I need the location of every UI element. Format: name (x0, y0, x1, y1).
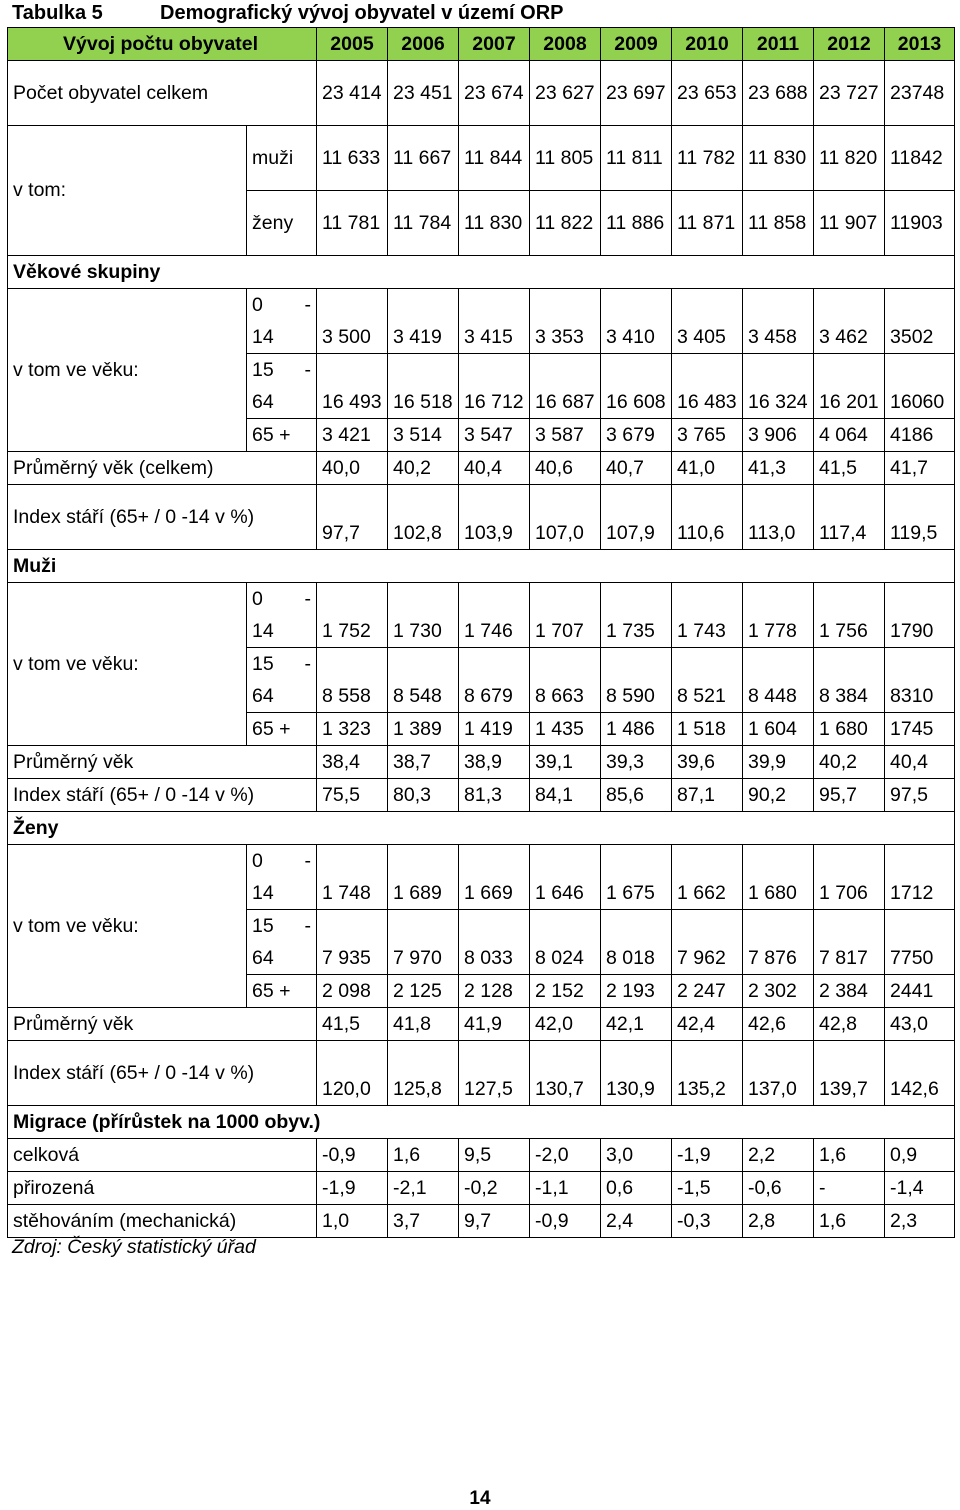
age-cell: 65 + (247, 975, 317, 1008)
value-cell: 8310 (885, 648, 955, 713)
value-cell: 127,5 (459, 1041, 530, 1106)
value-cell: 87,1 (672, 779, 743, 812)
year-header: 2007 (459, 28, 530, 61)
value-cell: 3 410 (601, 289, 672, 354)
source-note: Zdroj: Český statistický úřad (12, 1236, 256, 1258)
value-cell: 11 667 (388, 126, 459, 191)
value-cell: 1 752 (317, 583, 388, 648)
age-to: 14 (252, 620, 274, 642)
age-cell (247, 910, 317, 975)
value-cell: 125,8 (388, 1041, 459, 1106)
row-label: Index stáří (65+ / 0 -14 v %) (8, 779, 317, 812)
value-cell: 1 604 (743, 713, 814, 746)
age-from: 15 (252, 653, 274, 675)
value-cell: 97,7 (317, 485, 388, 550)
year-header: 2005 (317, 28, 388, 61)
value-cell: 23 414 (317, 61, 388, 126)
value-cell: 11 811 (601, 126, 672, 191)
age-dash: - (304, 915, 311, 937)
value-cell: -1,5 (672, 1172, 743, 1205)
value-cell: 16 483 (672, 354, 743, 419)
table-row (8, 1041, 955, 1106)
section-heading: Věkové skupiny (8, 256, 955, 289)
age-to: 14 (252, 326, 274, 348)
value-cell: 8 018 (601, 910, 672, 975)
value-cell: 16 608 (601, 354, 672, 419)
year-header: 2008 (530, 28, 601, 61)
value-cell: 2,3 (885, 1205, 955, 1238)
value-cell: 3 405 (672, 289, 743, 354)
value-cell: 3 419 (388, 289, 459, 354)
value-cell: -2,0 (530, 1139, 601, 1172)
value-cell: 41,5 (317, 1008, 388, 1041)
table-row (8, 746, 955, 779)
age-dash: - (304, 359, 311, 381)
value-cell: 142,6 (885, 1041, 955, 1106)
value-cell: 1 680 (743, 845, 814, 910)
value-cell: 1 675 (601, 845, 672, 910)
value-cell: 16 687 (530, 354, 601, 419)
value-cell: 40,4 (459, 452, 530, 485)
value-cell: 113,0 (743, 485, 814, 550)
value-cell: 8 384 (814, 648, 885, 713)
value-cell: 1 419 (459, 713, 530, 746)
value-cell: 1 689 (388, 845, 459, 910)
value-cell: 3 500 (317, 289, 388, 354)
value-cell: 39,9 (743, 746, 814, 779)
age-cell: 65 + (247, 713, 317, 746)
value-cell: 23 451 (388, 61, 459, 126)
demography-table (7, 27, 955, 1238)
value-cell: 84,1 (530, 779, 601, 812)
value-cell: 7750 (885, 910, 955, 975)
value-cell: 40,2 (388, 452, 459, 485)
value-cell: 1 706 (814, 845, 885, 910)
value-cell: 40,6 (530, 452, 601, 485)
year-header: 2009 (601, 28, 672, 61)
value-cell: 75,5 (317, 779, 388, 812)
value-cell: 11 784 (388, 191, 459, 256)
value-cell: 1 435 (530, 713, 601, 746)
value-cell: 16 518 (388, 354, 459, 419)
value-cell: 16 201 (814, 354, 885, 419)
row-label: přirozená (8, 1172, 317, 1205)
value-cell: 38,7 (388, 746, 459, 779)
value-cell: 11 830 (743, 126, 814, 191)
age-cell (247, 354, 317, 419)
value-cell: 110,6 (672, 485, 743, 550)
table-row (8, 1172, 955, 1205)
value-cell: 0,6 (601, 1172, 672, 1205)
row-label: stěhováním (mechanická) (8, 1205, 317, 1238)
age-dash: - (304, 653, 311, 675)
value-cell: 2 152 (530, 975, 601, 1008)
value-cell: 23 674 (459, 61, 530, 126)
value-cell: 3 458 (743, 289, 814, 354)
value-cell: 102,8 (388, 485, 459, 550)
value-cell: 1 756 (814, 583, 885, 648)
value-cell: 8 024 (530, 910, 601, 975)
value-cell: 8 558 (317, 648, 388, 713)
age-cell (247, 583, 317, 648)
value-cell: 2 125 (388, 975, 459, 1008)
value-cell: 38,4 (317, 746, 388, 779)
value-cell: 80,3 (388, 779, 459, 812)
value-cell: 7 876 (743, 910, 814, 975)
value-cell: 130,7 (530, 1041, 601, 1106)
value-cell: 16060 (885, 354, 955, 419)
value-cell: 107,0 (530, 485, 601, 550)
sub-label: v tom ve věku: (8, 583, 247, 746)
value-cell: 3 462 (814, 289, 885, 354)
header-row (8, 28, 955, 61)
year-header: 2006 (388, 28, 459, 61)
value-cell: 7 817 (814, 910, 885, 975)
value-cell: 1 707 (530, 583, 601, 648)
value-cell: -1,1 (530, 1172, 601, 1205)
value-cell: 0,9 (885, 1139, 955, 1172)
value-cell: 2 384 (814, 975, 885, 1008)
value-cell: 9,5 (459, 1139, 530, 1172)
value-cell: 11 820 (814, 126, 885, 191)
value-cell: 41,5 (814, 452, 885, 485)
value-cell: 2,2 (743, 1139, 814, 1172)
value-cell: -1,9 (317, 1172, 388, 1205)
sub-label: v tom ve věku: (8, 845, 247, 1008)
section-row (8, 1106, 955, 1139)
value-cell: 119,5 (885, 485, 955, 550)
value-cell: 3 765 (672, 419, 743, 452)
value-cell: 11842 (885, 126, 955, 191)
value-cell: 3 679 (601, 419, 672, 452)
value-cell: 8 548 (388, 648, 459, 713)
value-cell: 139,7 (814, 1041, 885, 1106)
value-cell: 3,7 (388, 1205, 459, 1238)
table-body (8, 28, 955, 1238)
value-cell: 3 906 (743, 419, 814, 452)
value-cell: 41,0 (672, 452, 743, 485)
table-row (8, 126, 955, 191)
value-cell: 103,9 (459, 485, 530, 550)
value-cell: 85,6 (601, 779, 672, 812)
value-cell: 16 493 (317, 354, 388, 419)
section-row (8, 256, 955, 289)
value-cell: -0,9 (317, 1139, 388, 1172)
value-cell: 1,0 (317, 1205, 388, 1238)
row-label: Index stáří (65+ / 0 -14 v %) (8, 1041, 317, 1106)
value-cell: 2 128 (459, 975, 530, 1008)
value-cell: 3 514 (388, 419, 459, 452)
age-cell: 65 + (247, 419, 317, 452)
section-row (8, 812, 955, 845)
age-from: 15 (252, 915, 274, 937)
table-row (8, 452, 955, 485)
value-cell: 1 743 (672, 583, 743, 648)
value-cell: 2 302 (743, 975, 814, 1008)
value-cell: 40,0 (317, 452, 388, 485)
page-number: 14 (469, 1488, 491, 1509)
value-cell: -0,2 (459, 1172, 530, 1205)
value-cell: 1 778 (743, 583, 814, 648)
row-label: Index stáří (65+ / 0 -14 v %) (8, 485, 317, 550)
value-cell: 4186 (885, 419, 955, 452)
value-cell: 11 782 (672, 126, 743, 191)
table-row (8, 1008, 955, 1041)
section-heading: Ženy (8, 812, 955, 845)
value-cell: 11 871 (672, 191, 743, 256)
row-label: Průměrný věk (8, 1008, 317, 1041)
table-row (8, 289, 955, 354)
value-cell: 8 448 (743, 648, 814, 713)
table-row (8, 583, 955, 648)
value-cell: -1,4 (885, 1172, 955, 1205)
sub-label: muži (247, 126, 317, 191)
value-cell: 41,8 (388, 1008, 459, 1041)
value-cell: 43,0 (885, 1008, 955, 1041)
year-header: 2012 (814, 28, 885, 61)
value-cell: 1 735 (601, 583, 672, 648)
value-cell: 40,7 (601, 452, 672, 485)
value-cell: 95,7 (814, 779, 885, 812)
year-header: 2011 (743, 28, 814, 61)
age-cell (247, 648, 317, 713)
value-cell: 11 844 (459, 126, 530, 191)
value-cell: 4 064 (814, 419, 885, 452)
sub-label: ženy (247, 191, 317, 256)
value-cell: 11 805 (530, 126, 601, 191)
value-cell: 1712 (885, 845, 955, 910)
value-cell: 23 697 (601, 61, 672, 126)
value-cell: - (814, 1172, 885, 1205)
value-cell: 23 727 (814, 61, 885, 126)
header-label: Vývoj počtu obyvatel (8, 28, 317, 61)
value-cell: 3 353 (530, 289, 601, 354)
value-cell: 42,0 (530, 1008, 601, 1041)
row-label: Průměrný věk (8, 746, 317, 779)
value-cell: 40,2 (814, 746, 885, 779)
value-cell: 8 590 (601, 648, 672, 713)
value-cell: 11 858 (743, 191, 814, 256)
value-cell: 7 970 (388, 910, 459, 975)
section-heading: Migrace (přírůstek na 1000 obyv.) (8, 1106, 955, 1139)
value-cell: 11 781 (317, 191, 388, 256)
year-header: 2010 (672, 28, 743, 61)
value-cell: 41,7 (885, 452, 955, 485)
value-cell: 38,9 (459, 746, 530, 779)
section-heading: Muži (8, 550, 955, 583)
sub-label: v tom ve věku: (8, 289, 247, 452)
value-cell: 42,4 (672, 1008, 743, 1041)
value-cell: 107,9 (601, 485, 672, 550)
age-to: 64 (252, 685, 274, 707)
value-cell: 39,6 (672, 746, 743, 779)
value-cell: 23 653 (672, 61, 743, 126)
value-cell: 1 646 (530, 845, 601, 910)
age-to: 64 (252, 947, 274, 969)
value-cell: 1 730 (388, 583, 459, 648)
age-from: 0 (252, 588, 263, 610)
section-row (8, 550, 955, 583)
value-cell: 11 886 (601, 191, 672, 256)
value-cell: 23 688 (743, 61, 814, 126)
value-cell: 1,6 (814, 1139, 885, 1172)
value-cell: 3 587 (530, 419, 601, 452)
value-cell: 1 680 (814, 713, 885, 746)
age-dash: - (304, 294, 311, 316)
value-cell: 117,4 (814, 485, 885, 550)
table-label: Tabulka 5 (12, 2, 103, 24)
value-cell: 8 663 (530, 648, 601, 713)
value-cell: 8 521 (672, 648, 743, 713)
table-row (8, 61, 955, 126)
value-cell: 2,4 (601, 1205, 672, 1238)
value-cell: 137,0 (743, 1041, 814, 1106)
age-cell (247, 845, 317, 910)
value-cell: 23 627 (530, 61, 601, 126)
value-cell: 11 830 (459, 191, 530, 256)
value-cell: 42,1 (601, 1008, 672, 1041)
value-cell: 120,0 (317, 1041, 388, 1106)
value-cell: 3502 (885, 289, 955, 354)
value-cell: 11 907 (814, 191, 885, 256)
value-cell: 11903 (885, 191, 955, 256)
value-cell: 1,6 (814, 1205, 885, 1238)
value-cell: 2 098 (317, 975, 388, 1008)
table-heading: Demografický vývoj obyvatel v území ORP (160, 2, 564, 24)
table-row (8, 485, 955, 550)
value-cell: 1745 (885, 713, 955, 746)
value-cell: -2,1 (388, 1172, 459, 1205)
age-from: 15 (252, 359, 274, 381)
value-cell: 3 415 (459, 289, 530, 354)
value-cell: -0,3 (672, 1205, 743, 1238)
table-row (8, 779, 955, 812)
age-to: 14 (252, 882, 274, 904)
table-row (8, 1205, 955, 1238)
value-cell: 135,2 (672, 1041, 743, 1106)
value-cell: 1 748 (317, 845, 388, 910)
value-cell: 7 935 (317, 910, 388, 975)
table-row (8, 845, 955, 910)
value-cell: 1 746 (459, 583, 530, 648)
row-label: Počet obyvatel celkem (8, 61, 317, 126)
value-cell: 41,3 (743, 452, 814, 485)
value-cell: -0,6 (743, 1172, 814, 1205)
value-cell: 16 712 (459, 354, 530, 419)
value-cell: 2,8 (743, 1205, 814, 1238)
value-cell: 3 547 (459, 419, 530, 452)
value-cell: 90,2 (743, 779, 814, 812)
value-cell: 97,5 (885, 779, 955, 812)
value-cell: 42,6 (743, 1008, 814, 1041)
age-from: 0 (252, 850, 263, 872)
value-cell: 41,9 (459, 1008, 530, 1041)
value-cell: 1 669 (459, 845, 530, 910)
age-from: 0 (252, 294, 263, 316)
value-cell: 40,4 (885, 746, 955, 779)
value-cell: 16 324 (743, 354, 814, 419)
value-cell: 8 679 (459, 648, 530, 713)
value-cell: 2 193 (601, 975, 672, 1008)
value-cell: 1,6 (388, 1139, 459, 1172)
table-row (8, 1139, 955, 1172)
row-label: celková (8, 1139, 317, 1172)
value-cell: 7 962 (672, 910, 743, 975)
value-cell: 39,1 (530, 746, 601, 779)
value-cell: 1790 (885, 583, 955, 648)
value-cell: -0,9 (530, 1205, 601, 1238)
value-cell: 1 518 (672, 713, 743, 746)
value-cell: 130,9 (601, 1041, 672, 1106)
value-cell: 81,3 (459, 779, 530, 812)
age-dash: - (304, 850, 311, 872)
value-cell: 39,3 (601, 746, 672, 779)
value-cell: 1 323 (317, 713, 388, 746)
value-cell: 1 389 (388, 713, 459, 746)
age-dash: - (304, 588, 311, 610)
value-cell: 2 247 (672, 975, 743, 1008)
value-cell: 11 822 (530, 191, 601, 256)
value-cell: 2441 (885, 975, 955, 1008)
value-cell: -1,9 (672, 1139, 743, 1172)
value-cell: 9,7 (459, 1205, 530, 1238)
value-cell: 23748 (885, 61, 955, 126)
row-label: Průměrný věk (celkem) (8, 452, 317, 485)
year-header: 2013 (885, 28, 955, 61)
value-cell: 1 662 (672, 845, 743, 910)
row-label: v tom: (8, 126, 247, 256)
age-cell (247, 289, 317, 354)
value-cell: 8 033 (459, 910, 530, 975)
age-to: 64 (252, 391, 274, 413)
value-cell: 42,8 (814, 1008, 885, 1041)
value-cell: 3,0 (601, 1139, 672, 1172)
value-cell: 1 486 (601, 713, 672, 746)
value-cell: 11 633 (317, 126, 388, 191)
value-cell: 3 421 (317, 419, 388, 452)
